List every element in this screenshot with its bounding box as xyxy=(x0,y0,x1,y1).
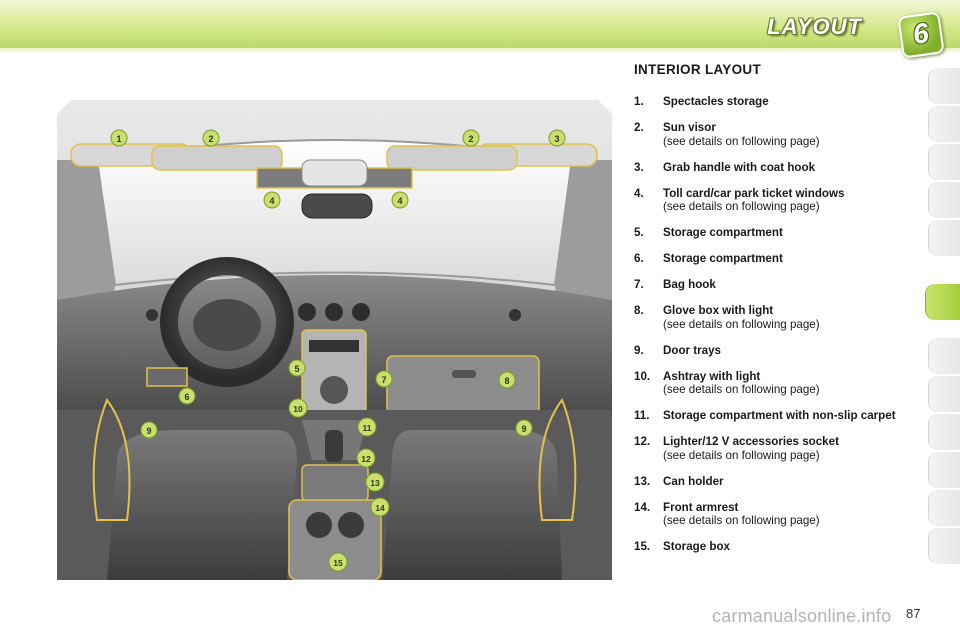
callout xyxy=(516,420,532,436)
svg-text:2: 2 xyxy=(208,134,214,144)
svg-text:3: 3 xyxy=(554,134,560,144)
svg-text:12: 12 xyxy=(361,454,371,464)
svg-text:2: 2 xyxy=(468,134,474,144)
svg-text:9: 9 xyxy=(521,424,527,434)
legend-item-body xyxy=(663,95,924,109)
legend-item-note: (see details on following page) xyxy=(663,383,820,396)
legend-item-number: 14. xyxy=(634,500,651,514)
callout xyxy=(358,418,376,436)
svg-text:8: 8 xyxy=(504,376,510,386)
legend-item-number: 11. xyxy=(634,409,650,422)
legend-item-number: 15. xyxy=(634,540,651,553)
legend-item-number: 3. xyxy=(634,160,644,174)
legend-item-title: Grab handle with coat hook xyxy=(663,160,816,174)
legend-item-number: 9. xyxy=(634,343,644,357)
svg-text:7: 7 xyxy=(381,375,387,385)
callout xyxy=(111,130,127,146)
legend-item-number: 1. xyxy=(634,95,644,108)
callout xyxy=(179,388,195,404)
legend-item-number: 4. xyxy=(634,186,644,200)
legend-panel xyxy=(634,62,924,566)
legend-item-number: 12. xyxy=(634,435,651,448)
legend-item-body xyxy=(663,226,924,240)
callout xyxy=(463,130,479,146)
legend-item-title: Can holder xyxy=(663,474,724,488)
legend-item-title: Bag hook xyxy=(663,278,716,291)
svg-text:1: 1 xyxy=(116,134,122,144)
page-heading: INTERIOR LAYOUT xyxy=(634,62,762,77)
legend-item-title: Storage box xyxy=(663,540,730,553)
page-number: 87 xyxy=(906,606,921,621)
legend-item xyxy=(634,161,924,175)
callout xyxy=(366,473,384,491)
legend-item-body xyxy=(663,121,924,148)
svg-text:4: 4 xyxy=(269,196,275,206)
thumb-tab[interactable] xyxy=(928,452,960,488)
legend-item-number: 6. xyxy=(634,252,644,265)
legend-item-body xyxy=(663,278,924,292)
legend-item-body xyxy=(663,304,924,331)
svg-text:5: 5 xyxy=(294,364,300,374)
watermark: carmanualsonline.info xyxy=(712,606,892,626)
svg-text:14: 14 xyxy=(375,503,385,513)
section-title: LAYOUT xyxy=(767,14,862,39)
legend-item xyxy=(634,187,924,214)
callout xyxy=(203,130,219,146)
legend-item xyxy=(634,252,924,266)
legend-item-note: (see details on following page) xyxy=(663,200,820,213)
svg-text:6: 6 xyxy=(184,392,190,402)
legend-item-body xyxy=(663,344,924,358)
legend-item-body xyxy=(663,252,924,266)
legend-item-number: 2. xyxy=(634,121,644,134)
legend-item-title: Sun visor xyxy=(663,121,716,134)
callout xyxy=(371,498,389,516)
thumb-tab[interactable] xyxy=(928,68,960,104)
legend-item xyxy=(634,475,924,489)
header-band-fade xyxy=(0,48,960,54)
legend-item-title: Storage compartment xyxy=(663,226,783,239)
callout xyxy=(392,192,408,208)
legend-item-note: (see details on following page) xyxy=(663,134,820,148)
legend-item xyxy=(634,370,924,397)
callout xyxy=(329,553,347,571)
svg-text:15: 15 xyxy=(333,558,343,568)
callout xyxy=(357,449,375,467)
callout xyxy=(264,192,280,208)
callout xyxy=(549,130,565,146)
legend-item-title: Ashtray with light xyxy=(663,369,761,383)
legend-item-body xyxy=(663,161,924,175)
callout xyxy=(499,372,515,388)
legend-item xyxy=(634,540,924,554)
legend-item-title: Storage compartment with non-slip carpet xyxy=(663,409,896,422)
legend-item-title: Glove box with light xyxy=(663,304,774,317)
svg-text:13: 13 xyxy=(370,478,380,488)
legend-list xyxy=(634,95,924,554)
chapter-badge xyxy=(897,11,944,58)
thumb-tab[interactable] xyxy=(928,490,960,526)
legend-item xyxy=(634,435,924,462)
callout xyxy=(289,360,305,376)
legend-item-title: Lighter/12 V accessories socket xyxy=(663,435,839,448)
legend-item-note: (see details on following page) xyxy=(663,448,820,462)
legend-item xyxy=(634,121,924,148)
legend-item-body xyxy=(663,475,924,489)
legend-item-number: 5. xyxy=(634,226,644,239)
legend-item xyxy=(634,501,924,528)
thumb-tab[interactable] xyxy=(928,106,960,142)
chapter-thumb-tabs xyxy=(928,68,960,576)
svg-text:9: 9 xyxy=(146,426,152,436)
thumb-tab[interactable] xyxy=(928,376,960,412)
legend-item xyxy=(634,409,924,423)
thumb-tab[interactable] xyxy=(928,338,960,374)
thumb-tab[interactable] xyxy=(928,182,960,218)
legend-item-number: 7. xyxy=(634,278,644,291)
callout xyxy=(376,371,392,387)
legend-item-title: Front armrest xyxy=(663,500,739,514)
svg-text:4: 4 xyxy=(397,196,403,206)
callout xyxy=(141,422,157,438)
legend-item-body xyxy=(663,187,924,214)
legend-item-number: 8. xyxy=(634,304,644,317)
legend-item xyxy=(634,344,924,358)
legend-item-body xyxy=(663,435,924,462)
legend-item-body xyxy=(663,370,924,397)
thumb-tab-active[interactable] xyxy=(925,284,960,320)
thumb-tab[interactable] xyxy=(928,144,960,180)
legend-item xyxy=(634,304,924,331)
legend-item-number: 10. xyxy=(634,369,651,383)
thumb-tab[interactable] xyxy=(928,220,960,256)
legend-item-number: 13. xyxy=(634,474,651,488)
legend-item xyxy=(634,95,924,109)
chapter-number: 6 xyxy=(910,17,931,50)
legend-item-note: (see details on following page) xyxy=(663,514,820,527)
legend-item xyxy=(634,226,924,240)
svg-text:10: 10 xyxy=(293,404,303,414)
legend-item xyxy=(634,278,924,292)
callout xyxy=(289,399,307,417)
legend-item-title: Storage compartment xyxy=(663,252,783,265)
legend-item-body xyxy=(663,501,924,528)
thumb-tab[interactable] xyxy=(928,414,960,450)
legend-item-title: Spectacles storage xyxy=(663,95,769,108)
legend-item-title: Toll card/car park ticket windows xyxy=(663,186,845,200)
svg-text:11: 11 xyxy=(362,423,372,433)
legend-item-body xyxy=(663,409,924,423)
legend-item-note: (see details on following page) xyxy=(663,317,820,331)
legend-item-title: Door trays xyxy=(663,343,721,357)
thumb-tab[interactable] xyxy=(928,528,960,564)
legend-item-body xyxy=(663,540,924,554)
interior-illustration xyxy=(57,100,612,580)
